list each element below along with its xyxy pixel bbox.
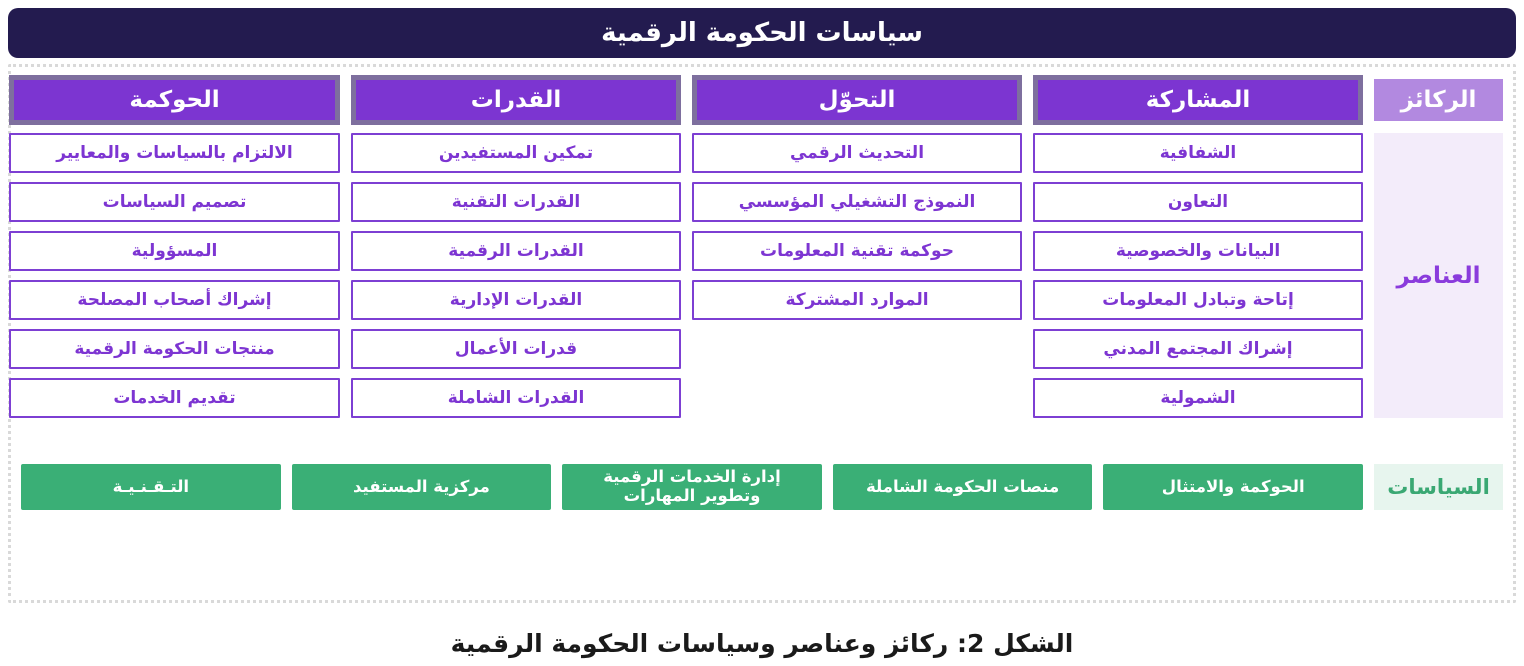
pillar-header-participation: المشاركة [1033, 75, 1363, 125]
policy-beneficiary-centricity: مركزية المستفيد [292, 464, 552, 510]
element-box: الشمولية [1033, 378, 1363, 418]
elements-column-participation [1033, 133, 1363, 418]
policies-row [21, 464, 1503, 510]
element-box: تمكين المستفيدين [351, 133, 681, 173]
policy-technology: التـقـنـيـة [21, 464, 281, 510]
element-box: إشراك أصحاب المصلحة [9, 280, 340, 320]
elements-column-governance [9, 133, 340, 418]
row-label-pillars: الركائز [1374, 79, 1503, 121]
elements-column-capabilities [351, 133, 681, 418]
pillar-header-transformation: التحوّل [692, 75, 1022, 125]
element-box: الالتزام بالسياسات والمعايير [9, 133, 340, 173]
figure-caption: الشكل 2: ركائز وعناصر وسياسات الحكومة الرقمية [450, 629, 1074, 658]
row-label-elements: العناصر [1374, 133, 1503, 418]
pillars-elements-matrix [21, 75, 1503, 418]
policy-governance-compliance: الحوكمة والامتثال [1103, 464, 1363, 510]
element-box: القدرات الشاملة [351, 378, 681, 418]
elements-column-transformation [692, 133, 1022, 418]
figure-title-bar [8, 8, 1516, 58]
pillar-header-governance: الحوكمة [9, 75, 340, 125]
element-box: حوكمة تقنية المعلومات [692, 231, 1022, 271]
element-box: القدرات الرقمية [351, 231, 681, 271]
element-box: القدرات الإدارية [351, 280, 681, 320]
element-box: التعاون [1033, 182, 1363, 222]
element-box: الموارد المشتركة [692, 280, 1022, 320]
element-box: منتجات الحكومة الرقمية [9, 329, 340, 369]
element-box: القدرات التقنية [351, 182, 681, 222]
element-box: التحديث الرقمي [692, 133, 1022, 173]
policy-digital-services-skills: إدارة الخدمات الرقمية وتطوير المهارات [562, 464, 822, 510]
row-label-policies: السياسات [1374, 464, 1503, 510]
policy-comprehensive-gov-platforms: منصات الحكومة الشاملة [833, 464, 1093, 510]
element-box: المسؤولية [9, 231, 340, 271]
element-box: إشراك المجتمع المدني [1033, 329, 1363, 369]
element-box: إتاحة وتبادل المعلومات [1033, 280, 1363, 320]
element-box: الشفافية [1033, 133, 1363, 173]
element-box: تصميم السياسات [9, 182, 340, 222]
figure-title: سياسات الحكومة الرقمية [601, 18, 923, 48]
element-box: قدرات الأعمال [351, 329, 681, 369]
element-box: النموذج التشغيلي المؤسسي [692, 182, 1022, 222]
element-box: تقديم الخدمات [9, 378, 340, 418]
figure-body [8, 64, 1516, 603]
element-box: البيانات والخصوصية [1033, 231, 1363, 271]
pillar-header-capabilities: القدرات [351, 75, 681, 125]
